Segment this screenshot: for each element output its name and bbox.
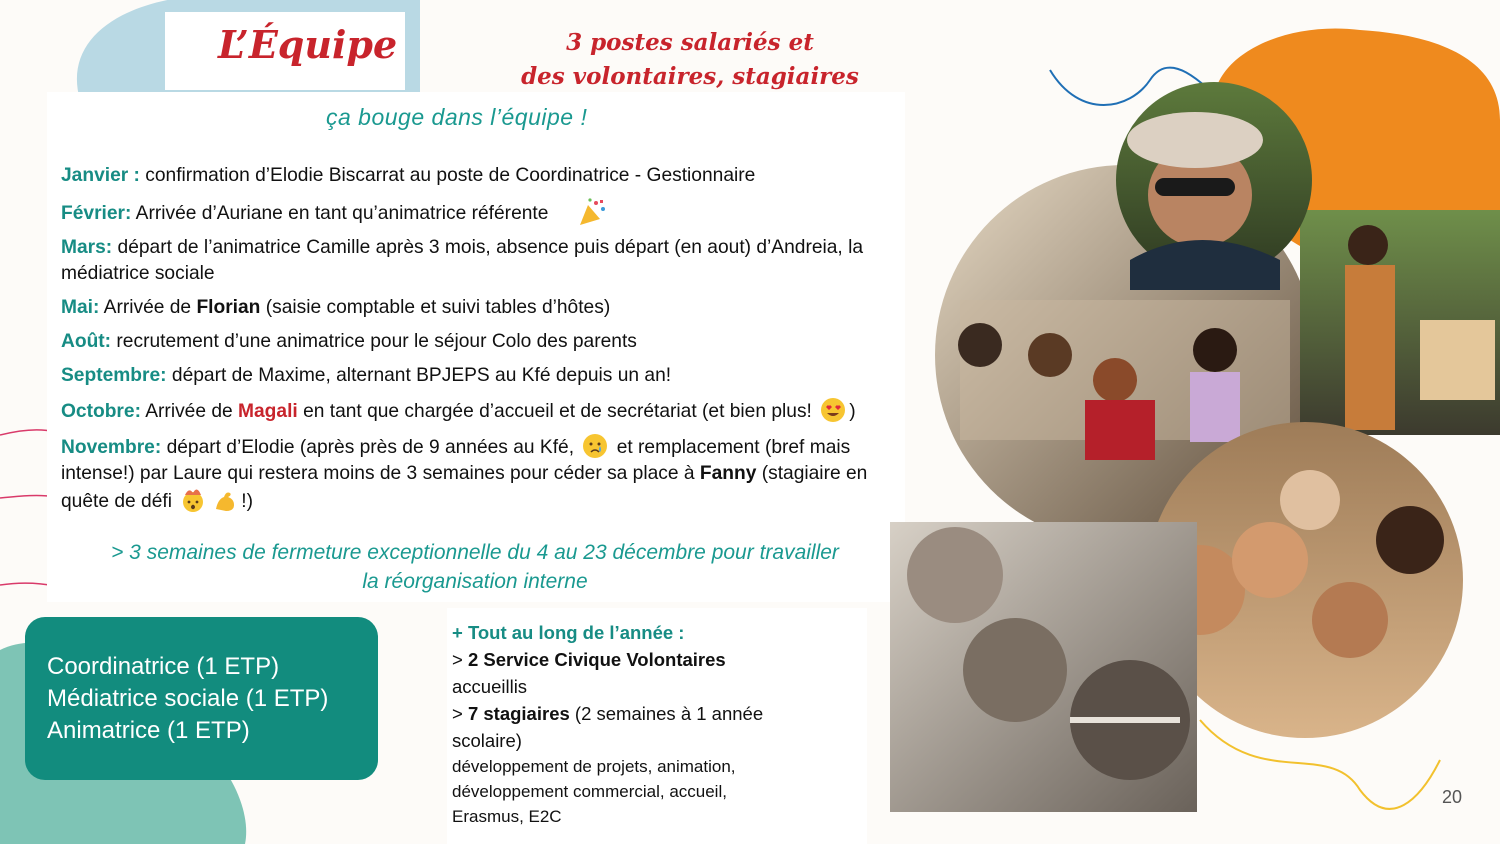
subtitle-line-2: des volontaires, stagiaires [521,63,859,90]
event-text: (stagiaire en quête de défi [61,463,868,512]
event-month: Février: [61,203,132,224]
subtitle-line-1: 3 postes salariés et [566,29,814,56]
event-text: Arrivée de [99,297,197,318]
event-month: Mars: [61,237,113,258]
tagline: ça bouge dans l’équipe ! [326,104,588,130]
slide-title: L’Équipe [218,22,398,67]
interns-detail: développement de projets, animation, [452,757,736,776]
event-text: Arrivée d’Auriane en tant qu’animatrice référente [131,203,549,224]
year-round-heading: + Tout au long de l’année : [452,622,685,643]
event-text: Arrivée de [140,401,239,422]
person-name: Fanny [699,463,757,484]
role-item: Médiatrice sociale (1 ETP) [47,685,329,712]
event-month: Septembre: [61,365,167,386]
volunteers-rest: accueillis [452,676,528,697]
event-text: ) [849,401,856,422]
event-month: Novembre: [61,437,162,458]
photo-garden-woman [1300,210,1500,435]
line-prefix: > [452,703,468,724]
role-item: Coordinatrice (1 ETP) [47,653,280,680]
interns-detail: développement commercial, accueil, [452,782,727,801]
volunteers-count: 2 Service Civique Volontaires [467,649,726,670]
interns-duration: (2 semaines à 1 année [569,703,764,724]
event-month: Janvier : [61,165,140,186]
event-month: Août: [61,331,112,352]
closure-line-2: la réorganisation interne [362,570,588,593]
event-text: et remplacement (bref mais intense!) par Laure qui restera moins de 3 semaines pour céder sa place à [61,437,851,484]
event-text: départ de Maxime, alternant BPJEPS au Kfé depuis un an! [166,365,672,386]
interns-count: 7 stagiaires [467,703,570,724]
event-text: recrutement d’une animatrice pour le séjour Colo des parents [111,331,637,352]
interns-detail: Erasmus, E2C [452,807,562,826]
event-month: Octobre: [61,401,141,422]
line-prefix: > [452,649,468,670]
event-text: départ d’Elodie (après près de 9 années au Kfé, [161,437,580,458]
person-name: Magali [238,401,298,422]
page-number: 20 [1442,787,1463,807]
event-text: confirmation d’Elodie Biscarrat au poste de Coordinatrice - Gestionnaire [139,165,756,186]
event-text: (saisie comptable et suivi tables d’hôtes) [260,297,611,318]
photo-selfie-bw [890,522,1197,812]
event-text: en tant que chargée d’accueil et de secrétariat (et bien plus! [297,401,818,422]
event-month: Mai: [61,297,100,318]
person-name: Florian [196,297,261,318]
closure-line-1: > 3 semaines de fermeture exceptionnelle du 4 au 23 décembre pour travailler [111,541,839,564]
role-item: Animatrice (1 ETP) [47,717,250,744]
event-text: !) [241,491,254,512]
event-text: départ de l’animatrice Camille après 3 mois, absence puis départ (en aout) d’Andreia, la médiatrice sociale [61,237,864,284]
interns-duration-end: scolaire) [452,730,522,751]
